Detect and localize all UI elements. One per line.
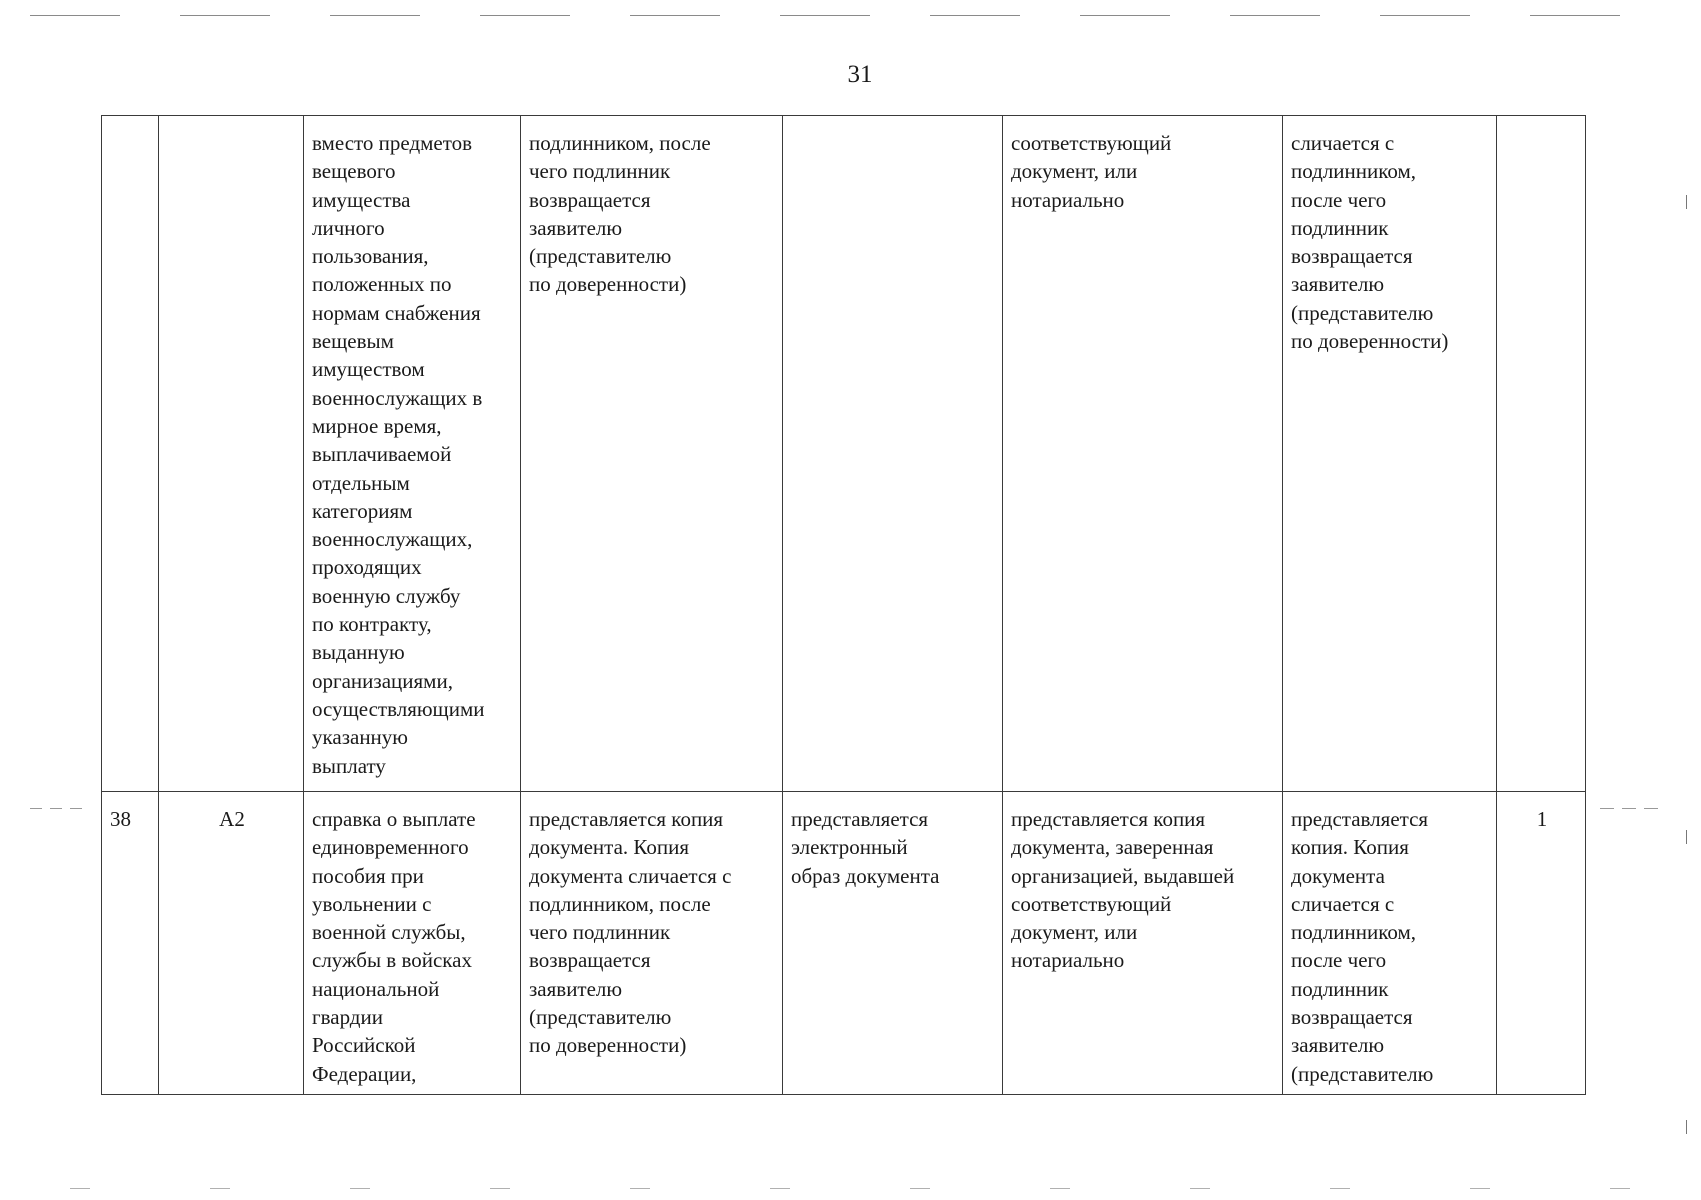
documents-table bbox=[101, 115, 1586, 1095]
table-row bbox=[102, 116, 1586, 792]
scan-artifact-mark bbox=[1686, 195, 1687, 209]
row-number-cell bbox=[102, 116, 159, 792]
copy-verification-cell: сличается с подлинником, после чего подлинник возвращается заявителю (представителю по доверенности) bbox=[1283, 116, 1497, 792]
certified-copy-cell: соответствующий документ, или нотариально bbox=[1003, 116, 1283, 792]
copy-verification-cell: представляется копия. Копия документа сличается с подлинником, после чего подлинник возвращается заявителю (представителю bbox=[1283, 792, 1497, 1095]
certified-copy-cell: представляется копия документа, заверенная организацией, выдавшей соответствующий документ, или нотариально bbox=[1003, 792, 1283, 1095]
count-cell bbox=[1497, 116, 1586, 792]
electronic-form-cell bbox=[783, 116, 1003, 792]
requirement-cell: подлинником, после чего подлинник возвращается заявителю (представителю по доверенности) bbox=[521, 116, 783, 792]
scan-artifact-mark bbox=[1686, 830, 1687, 844]
scan-artifact-right bbox=[1600, 808, 1660, 809]
scan-artifact-left bbox=[30, 808, 90, 809]
document-name-cell: вместо предметов вещевого имущества личного пользования, положенных по нормам снабжения вещевым имуществом военнослужащих в мирное время, выплачиваемой отдельным категориям военнослужащих, проходящих военную службу по контракту, выданную организациями, осуществляющими указанную выплату bbox=[304, 116, 521, 792]
scan-artifact-mark bbox=[1686, 1120, 1687, 1134]
scan-artifact-bottom bbox=[70, 1188, 1670, 1189]
page-number: 31 bbox=[847, 61, 873, 88]
count-cell: 1 bbox=[1497, 792, 1586, 1095]
document-name-cell: справка о выплате единовременного пособия при увольнении с военной службы, службы в войсках национальной гвардии Российской Федерации, bbox=[304, 792, 521, 1095]
document-code-cell: А2 bbox=[159, 792, 304, 1095]
row-number-cell: 38 bbox=[102, 792, 159, 1095]
document-code-cell bbox=[159, 116, 304, 792]
table-row bbox=[102, 792, 1586, 1095]
requirement-cell: представляется копия документа. Копия документа сличается с подлинником, после чего подлинник возвращается заявителю (представителю по доверенности) bbox=[521, 792, 783, 1095]
electronic-form-cell: представляется электронный образ документа bbox=[783, 792, 1003, 1095]
scan-artifact-top bbox=[30, 15, 1670, 16]
